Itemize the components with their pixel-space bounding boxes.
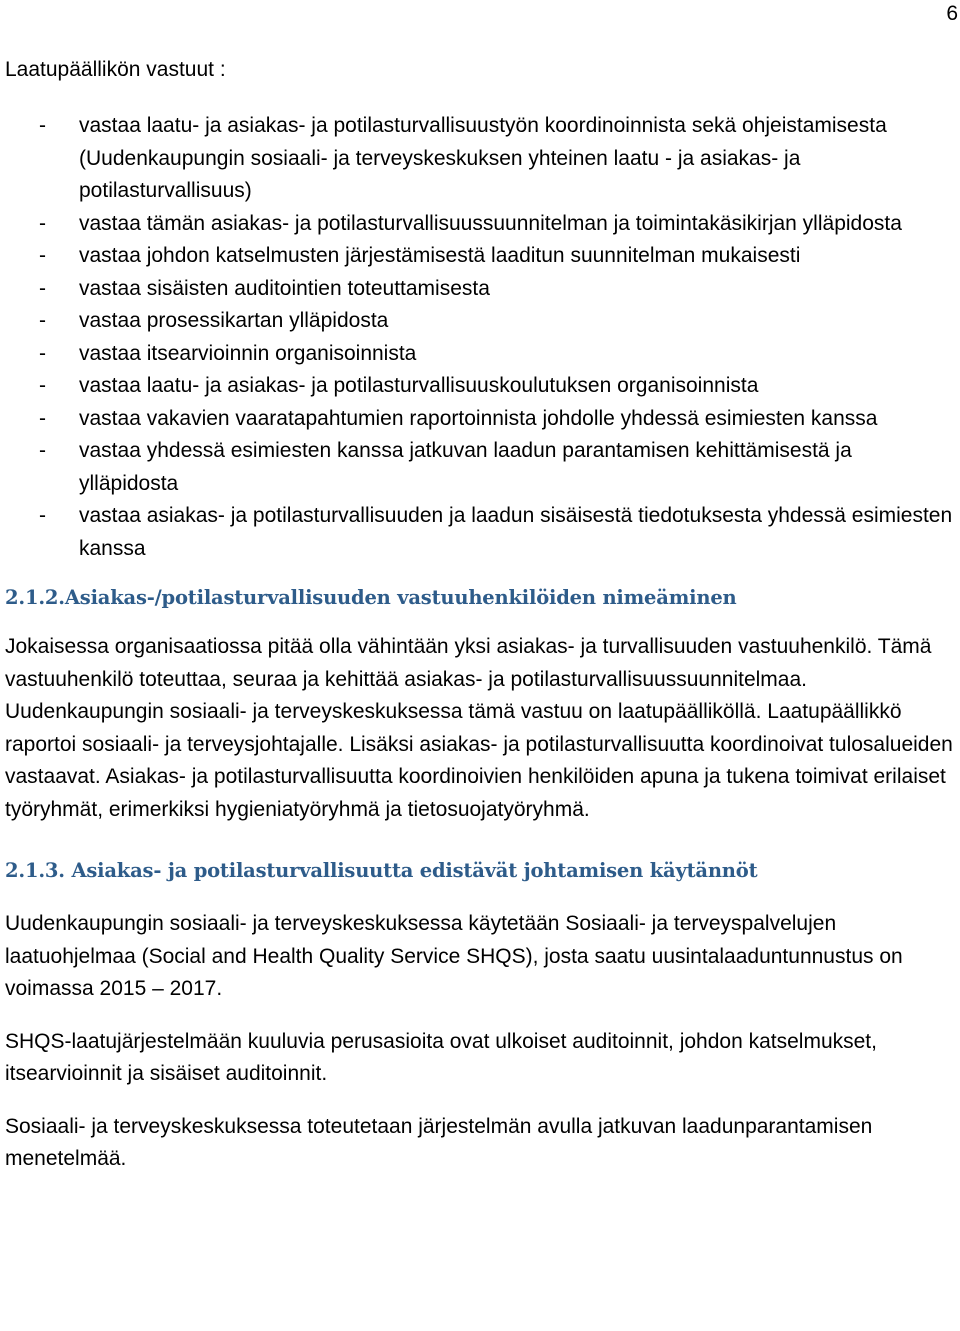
list-item-text: vastaa vakavien vaaratapahtumien raportoinnista johdolle yhdessä esimiesten kanssa [79, 406, 878, 430]
list-item-text: vastaa laatu- ja asiakas- ja potilasturvallisuustyön koordinoinnista sekä ohjeistamisesta (Uudenkaupungin sosiaali- ja terveyskeskuksen yhteinen laatu - ja asiakas- ja potilasturvallisuus) [79, 114, 887, 202]
list-item [5, 273, 955, 306]
list-item-text: vastaa asiakas- ja potilasturvallisuuden ja laadun sisäisestä tiedotuksesta yhdessä esimiesten kanssa [79, 504, 953, 560]
list-item [5, 305, 955, 338]
list-dash: - [39, 114, 46, 137]
list-item [5, 403, 955, 436]
duties-list [5, 110, 955, 565]
list-dash: - [39, 439, 46, 462]
list-item [5, 338, 955, 371]
section-2-1-3-paragraph-2: SHQS-laatujärjestelmään kuuluvia perusasioita ovat ulkoiset auditoinnit, johdon katselmukset, itsearvioinnit ja sisäiset auditoinnit. [5, 1029, 877, 1085]
intro-heading: Laatupäällikön vastuut : [5, 58, 226, 81]
list-item-text: vastaa itsearvioinnin organisoinnista [79, 341, 417, 365]
list-dash: - [39, 276, 46, 300]
list-item [5, 500, 955, 565]
section-2-1-2-paragraph: Jokaisessa organisaatiossa pitää olla vähintään yksi asiakas- ja turvallisuuden vastuuhenkilö. Tämä vastuuhenkilö toteuttaa, seuraa ja kehittää asiakas- ja potilasturvallisuussuunnitelmaa. Uudenkaupungin sosiaali- ja terveyskeskuksessa tämä vastuu on laatupäälliköllä. Laatupäällikkö raportoi sosiaali- ja terveysjohtajalle. Lisäksi asiakas- ja potilasturvallisuutta koordinoivat tulosalueiden vastaavat. Asiakas- ja potilasturvallisuutta koordinoivien henkilöiden apuna ja tukena toimivat erilaiset työryhmät, erimerkiksi hygieniatyöryhmä ja tietosuojatyöryhmä. [5, 635, 953, 821]
section-2-1-3-paragraph-1: Uudenkaupungin sosiaali- ja terveyskeskuksessa käytetään Sosiaali- ja terveyspalvelujen laatuohjelmaa (Social and Health Quality Service SHQS), josta saatu uusintalaaduntunnustus on voimassa 2015 – 2017. [5, 912, 903, 1000]
list-dash: - [39, 341, 46, 365]
page-number: 6 [946, 2, 958, 25]
list-item [5, 208, 955, 241]
list-dash: - [39, 309, 46, 332]
list-item-text: vastaa sisäisten auditointien toteuttamisesta [79, 276, 490, 300]
list-dash: - [39, 504, 46, 527]
list-item-text: vastaa laatu- ja asiakas- ja potilasturvallisuuskoulutuksen organisoinnista [79, 374, 759, 397]
section-2-1-3-paragraph-3: Sosiaali- ja terveyskeskuksessa toteutetaan järjestelmän avulla jatkuvan laadunparantamisen menetelmää. [5, 1114, 873, 1170]
list-item [5, 110, 955, 208]
list-item [5, 240, 955, 273]
section-heading-2-1-3: 2.1.3. Asiakas- ja potilasturvallisuutta edistävät johtamisen käytännöt [5, 859, 758, 882]
list-item [5, 435, 955, 500]
list-item-text: vastaa prosessikartan ylläpidosta [79, 309, 389, 332]
list-dash: - [39, 211, 46, 235]
list-dash: - [39, 374, 46, 397]
document-page [5, 54, 955, 1176]
list-item [5, 370, 955, 403]
list-item-text: vastaa yhdessä esimiesten kanssa jatkuvan laadun parantamisen kehittämisestä ja ylläpidosta [79, 439, 852, 495]
list-item-text: vastaa tämän asiakas- ja potilasturvallisuussuunnitelman ja toimintakäsikirjan ylläpidosta [79, 211, 902, 235]
list-item-text: vastaa johdon katselmusten järjestämisestä laaditun suunnitelman mukaisesti [79, 244, 801, 267]
section-heading-2-1-2: 2.1.2.Asiakas-/potilasturvallisuuden vastuuhenkilöiden nimeäminen [5, 586, 737, 609]
list-dash: - [39, 244, 46, 267]
list-dash: - [39, 406, 46, 430]
